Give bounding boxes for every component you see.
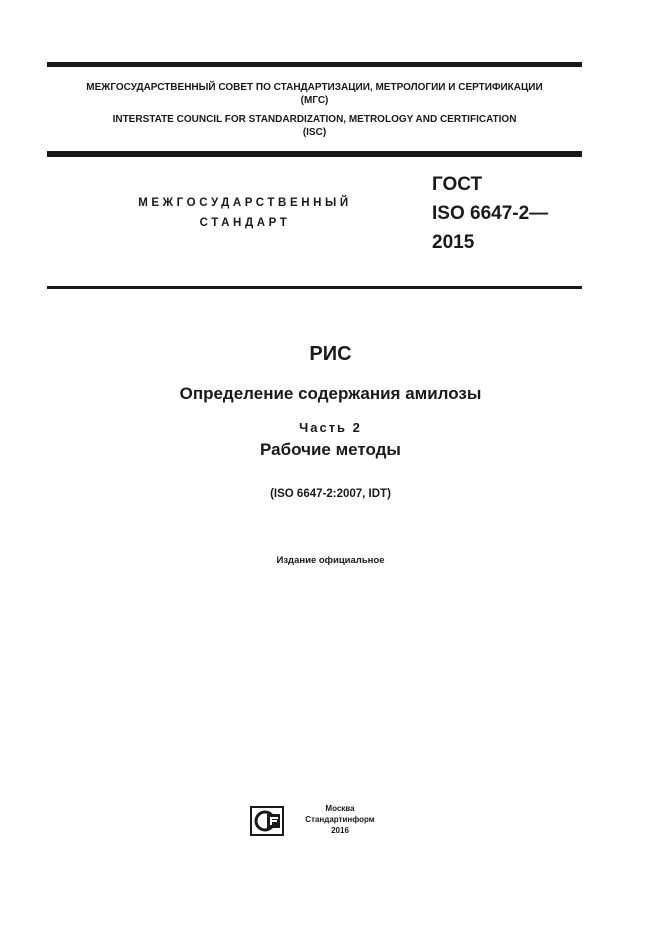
publisher-city: Москва: [325, 804, 355, 813]
edition-note: Издание официальное: [276, 555, 385, 566]
publisher-name: Стандартинформ: [305, 815, 375, 824]
publisher-block: [250, 803, 400, 843]
council-name-en: [47, 113, 582, 139]
document-subtitle: Определение содержания амилозы: [179, 384, 482, 403]
standartinform-logo-icon: [250, 806, 284, 836]
council-abbr-en: (ISC): [302, 127, 327, 138]
bottom-rule: [47, 286, 582, 289]
standard-number-line3: 2015: [432, 232, 475, 253]
council-name-en-line1: INTERSTATE COUNCIL FOR STANDARDIZATION, METROLOGY AND CERTIFICATION: [112, 114, 517, 125]
part-title: Рабочие методы: [260, 440, 401, 459]
council-name-ru-line1: МЕЖГОСУДАРСТВЕННЫЙ СОВЕТ ПО СТАНДАРТИЗАЦИИ, МЕТРОЛОГИИ И СЕРТИФИКАЦИИ: [86, 82, 543, 93]
top-rule: [47, 62, 582, 67]
middle-rule: [47, 151, 582, 157]
standard-type-line1: МЕЖГОСУДАРСТВЕННЫЙ: [138, 197, 352, 209]
publisher-year: 2016: [331, 826, 349, 835]
standard-number-line1: ГОСТ: [432, 174, 483, 195]
council-abbr-ru: (МГС): [300, 95, 329, 106]
standard-number-line2: ISO 6647-2—: [432, 203, 549, 224]
document-title: РИС: [309, 343, 352, 365]
publisher-text: [290, 803, 390, 836]
part-label: Часть 2: [299, 420, 362, 435]
standard-number: [432, 170, 548, 257]
council-name-ru: [47, 81, 582, 107]
iso-reference: (ISO 6647-2:2007, IDT): [270, 488, 391, 500]
standard-type: [100, 193, 390, 233]
standard-type-line2: СТАНДАРТ: [199, 217, 291, 229]
